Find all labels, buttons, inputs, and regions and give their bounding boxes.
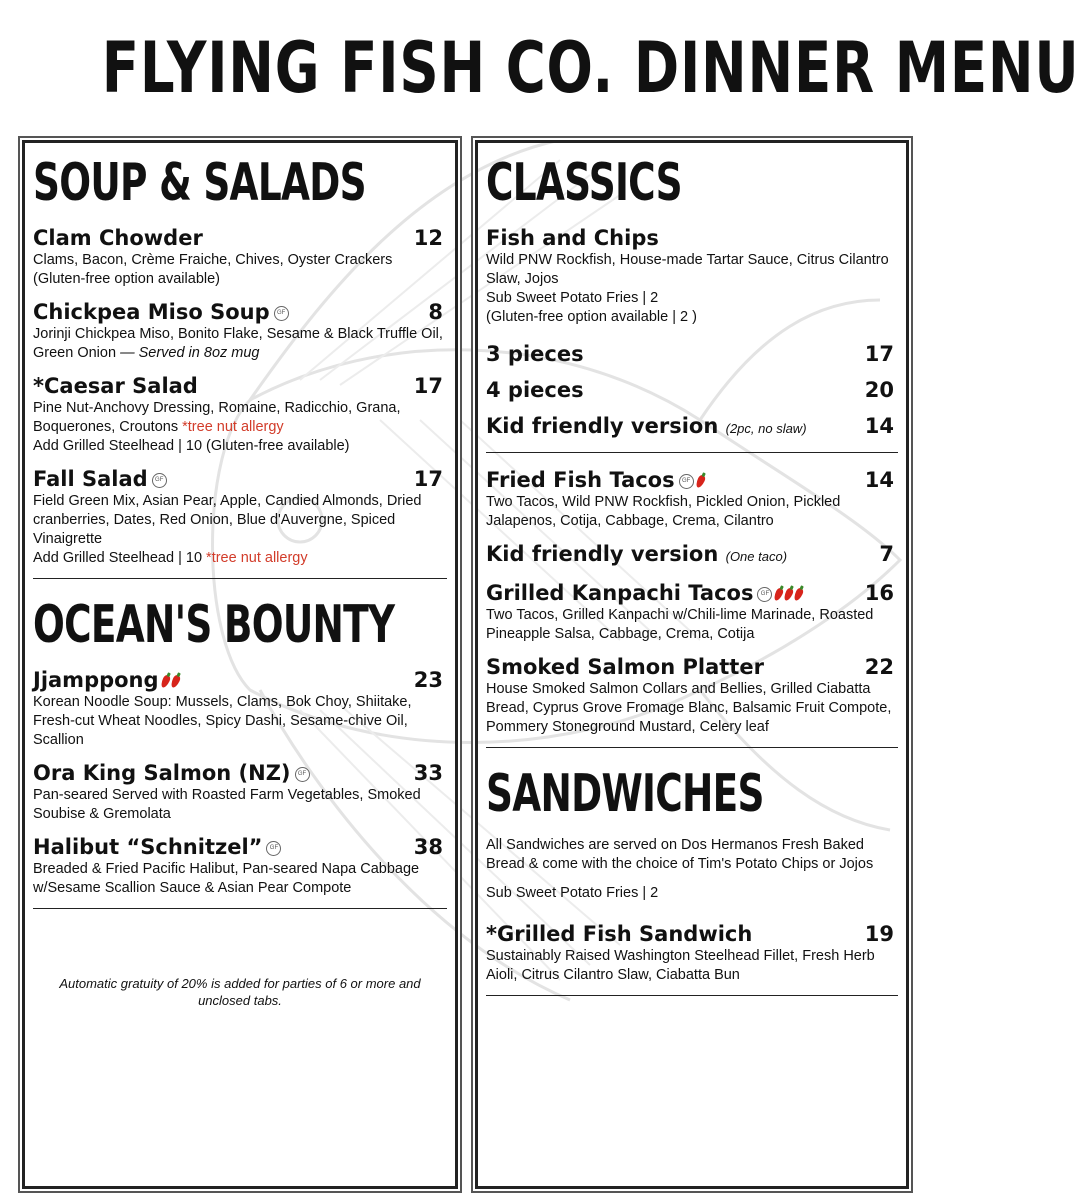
item-name: Halibut “Schnitzel” [33, 835, 263, 859]
chili-pepper-icon [773, 587, 785, 602]
item-price: 20 [864, 378, 894, 402]
divider [486, 747, 898, 748]
item-name: Grilled Kanpachi Tacos [486, 581, 754, 605]
item-name: 3 pieces [486, 342, 584, 366]
item-name: *Grilled Fish Sandwich [486, 922, 753, 946]
item-desc: Two Tacos, Wild PNW Rockfish, Pickled Onion, Pickled Jalapenos, Cotija, Cabbage, Crema, Cilantro [486, 494, 841, 529]
gf-badge-icon: GF [274, 306, 289, 321]
item-name: Jjamppong [33, 668, 159, 692]
menu-item-kanpachi-tacos [486, 580, 898, 644]
item-name: Kid friendly version [486, 542, 719, 566]
item-price: 14 [864, 468, 894, 492]
item-price: 16 [864, 581, 894, 605]
item-desc: Korean Noodle Soup: Mussels, Clams, Bok Choy, Shiitake, Fresh-cut Wheat Noodles, Spicy Dashi, Sesame-chive Oil, Scallion [33, 694, 412, 748]
divider [33, 578, 447, 579]
gf-badge-icon: GF [295, 767, 310, 782]
item-desc: House Smoked Salmon Collars and Bellies, Grilled Ciabatta Bread, Cyprus Grove Fromage Blanc, Balsamic Fruit Compote, Pommery Stoneground Mustard, Celery leaf [486, 681, 892, 735]
gratuity-footnote: Automatic gratuity of 20% is added for parties of 6 or more and unclosed tabs. [59, 976, 421, 1008]
chili-pepper-icon [793, 587, 805, 602]
item-price: 33 [413, 761, 443, 785]
option-4-pieces [486, 377, 898, 403]
item-name: Fish and Chips [486, 226, 659, 250]
item-note: (2pc, no slaw) [725, 421, 807, 436]
item-note: (One taco) [725, 549, 788, 564]
item-desc: Pan-seared Served with Roasted Farm Vegetables, Smoked Soubise & Gremolata [33, 787, 421, 822]
item-price: 17 [413, 374, 443, 398]
item-name: Clam Chowder [33, 226, 203, 250]
item-name: *Caesar Salad [33, 374, 198, 398]
item-price: 38 [413, 835, 443, 859]
menu-item-fish-and-chips [486, 225, 898, 327]
menu-item-smoked-salmon-platter [486, 654, 898, 737]
item-price: 12 [413, 226, 443, 250]
item-desc: Jorinji Chickpea Miso, Bonito Flake, Sesame & Black Truffle Oil, Green Onion [33, 326, 443, 361]
right-panel [475, 140, 909, 1189]
menu-title: FLYING FISH CO. DINNER MENU [101, 27, 1080, 109]
item-price: 17 [413, 467, 443, 491]
menu-item-halibut-schnitzel [33, 834, 447, 898]
item-name: Ora King Salmon (NZ) [33, 761, 291, 785]
sandwiches-heading: SANDWICHES [486, 764, 764, 824]
menu-item-grilled-fish-sandwich [486, 921, 898, 985]
item-price: 17 [864, 342, 894, 366]
item-desc: Sustainably Raised Washington Steelhead Fillet, Fresh Herb Aioli, Citrus Cilantro Slaw, Ciabatta Bun [486, 948, 875, 983]
gf-badge-icon: GF [266, 841, 281, 856]
item-name: Fried Fish Tacos [486, 468, 675, 492]
item-price: 7 [879, 542, 894, 566]
gf-badge-icon: GF [679, 474, 694, 489]
item-gf-note: (Gluten-free option available | 2 ) [486, 309, 697, 325]
gf-badge-icon: GF [152, 473, 167, 488]
item-extra: Add Grilled Steelhead | 10 (Gluten-free available) [33, 438, 350, 454]
sandwich-sub: Sub Sweet Potato Fries | 2 [486, 885, 659, 901]
item-name: Chickpea Miso Soup [33, 300, 270, 324]
menu-item-ora-king-salmon [33, 760, 447, 824]
soup-salads-heading: SOUP & SALADS [33, 153, 366, 213]
item-name: Kid friendly version [486, 414, 719, 438]
classics-heading: CLASSICS [486, 153, 682, 213]
menu-item-jjamppong [33, 667, 447, 750]
divider [486, 452, 898, 453]
divider [33, 908, 447, 909]
option-kid-taco [486, 541, 898, 570]
item-price: 19 [864, 922, 894, 946]
option-3-pieces [486, 341, 898, 367]
item-desc: Two Tacos, Grilled Kanpachi w/Chili-lime Marinade, Roasted Pineapple Salsa, Cabbage, Crema, Cotija [486, 607, 874, 642]
item-desc: Wild PNW Rockfish, House-made Tartar Sauce, Citrus Cilantro Slaw, Jojos [486, 252, 889, 287]
divider [486, 995, 898, 996]
chili-pepper-icon [169, 674, 181, 689]
item-name: Fall Salad [33, 467, 148, 491]
chili-pepper-icon [783, 587, 795, 602]
menu-item-caesar-salad [33, 373, 447, 456]
item-sub: Sub Sweet Potato Fries | 2 [486, 290, 659, 306]
item-price: 23 [413, 668, 443, 692]
allergy-note: *tree nut allergy [206, 550, 308, 566]
sandwich-intro: All Sandwiches are served on Dos Hermanos Fresh Baked Bread & come with the choice of Tim's Potato Chips or Jojos [486, 837, 874, 872]
menu-item-chickpea-miso [33, 299, 447, 363]
allergy-note: *tree nut allergy [182, 419, 284, 435]
menu-item-fried-fish-tacos [486, 467, 898, 531]
item-price: 8 [428, 300, 443, 324]
oceans-bounty-heading: OCEAN'S BOUNTY [33, 595, 395, 655]
item-price: 14 [864, 414, 894, 438]
item-note: — Served in 8oz mug [120, 345, 260, 361]
item-desc: Pine Nut-Anchovy Dressing, Romaine, Radicchio, Grana, Boquerones, Croutons [33, 400, 401, 435]
menu-item-clam-chowder [33, 225, 447, 289]
menu-item-fall-salad [33, 466, 447, 568]
chili-pepper-icon [694, 474, 706, 489]
option-kid-friendly [486, 413, 898, 442]
item-extra: Add Grilled Steelhead | 10 [33, 550, 207, 566]
item-name: 4 pieces [486, 378, 584, 402]
item-desc: Breaded & Fried Pacific Halibut, Pan-seared Napa Cabbage w/Sesame Scallion Sauce & Asian Pear Compote [33, 861, 420, 896]
chili-pepper-icon [159, 674, 171, 689]
item-desc: Field Green Mix, Asian Pear, Apple, Candied Almonds, Dried cranberries, Dates, Red Onion, Blue d'Auvergne, Spiced Vinaigrette [33, 493, 422, 547]
item-price: 22 [864, 655, 894, 679]
item-name: Smoked Salmon Platter [486, 655, 764, 679]
gf-badge-icon: GF [757, 587, 772, 602]
item-desc: Clams, Bacon, Crème Fraiche, Chives, Oyster Crackers (Gluten-free option available) [33, 252, 393, 287]
left-panel [22, 140, 458, 1189]
